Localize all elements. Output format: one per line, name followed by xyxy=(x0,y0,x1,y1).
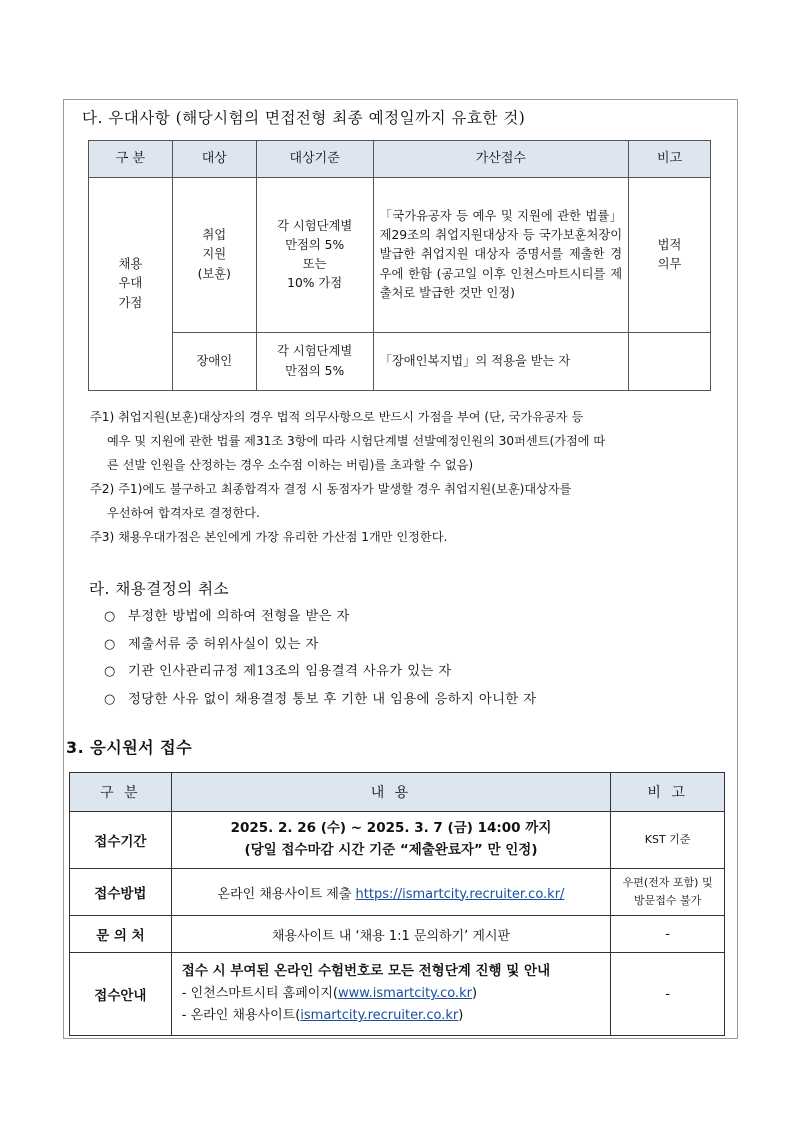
recruiter-site-link[interactable]: https://ismartcity.recruiter.co.kr/ xyxy=(355,886,565,902)
row-label: 문 의 처 xyxy=(70,916,172,953)
method-cell xyxy=(171,869,610,916)
list-item-text: 기관 인사관리규정 제13조의 임용결격 사유가 있는 자 xyxy=(128,664,452,679)
list-item xyxy=(104,686,537,714)
guide-note: - xyxy=(611,953,725,1036)
note-1 xyxy=(90,405,730,477)
header-content: 내 용 xyxy=(171,773,610,812)
list-item-text: 정당한 사유 없이 채용결정 통보 후 기한 내 임용에 응하지 아니한 자 xyxy=(128,691,537,707)
application-table xyxy=(69,772,725,1036)
guide-item-text: ) xyxy=(458,1008,464,1024)
list-item-text: 제출서류 중 허위사실이 있는 자 xyxy=(128,636,319,652)
header-target: 대상 xyxy=(172,141,256,178)
note-2-line: 주2) 주1)에도 불구하고 최종합격자 결정 시 동점자가 발생할 경우 취업지원(보훈)대상자를 xyxy=(90,482,572,496)
period-condition: (당일 접수마감 시간 기준 “제출완료자” 만 인정) xyxy=(244,842,538,858)
criteria-cell: 각 시험단계별 만점의 5% xyxy=(256,333,373,391)
contact-note: - xyxy=(611,916,725,953)
points-cell: 「장애인복지법」의 적용을 받는 자 xyxy=(373,333,629,391)
note-2 xyxy=(90,477,730,525)
points-cell: 「국가유공자 등 예우 및 지원에 관한 법률」 제29조의 취업지원대상자 등 국가보훈처장이 발급한 취업지원 대상자 증명서를 제출한 경우에 한함 (공고일 이후 인천스마트시티를 제출처로 발급한 것만 인정) xyxy=(373,178,629,333)
table-row xyxy=(70,916,725,953)
section-ra-title: 라. 채용결정의 취소 xyxy=(89,580,230,598)
application-table-header xyxy=(70,773,725,812)
header-points: 가산점수 xyxy=(373,141,629,178)
table-row xyxy=(70,953,725,1036)
method-note-line: 우편(전자 포함) 및 xyxy=(622,876,713,890)
table-row xyxy=(70,869,725,916)
section-3-title: 3. 응시원서 접수 xyxy=(66,738,193,757)
recruiter-link[interactable]: ismartcity.recruiter.co.kr xyxy=(300,1008,459,1024)
period-dates: 2025. 2. 26 (수) ~ 2025. 3. 7 (금) 14:00 까지 xyxy=(230,820,552,837)
list-item xyxy=(104,658,537,686)
note-cell: 법적 의무 xyxy=(629,178,711,333)
method-text: 온라인 채용사이트 제출 xyxy=(217,886,356,902)
list-item-text: 부정한 방법에 의하여 전형을 받은 자 xyxy=(128,609,350,624)
header-category: 구 분 xyxy=(89,141,173,178)
bullet-icon: ○ xyxy=(104,609,116,624)
note-2-line: 우선하여 합격자로 결정한다. xyxy=(107,506,260,520)
table-row xyxy=(89,178,711,333)
note-1-line: 예우 및 지원에 관한 법률 제31조 3항에 따라 시험단계별 선발예정인원의 30퍼센트(가점에 따 xyxy=(107,434,606,448)
table-row xyxy=(89,333,711,391)
list-item xyxy=(104,631,537,659)
table-row xyxy=(70,812,725,869)
period-cell xyxy=(171,812,610,869)
method-note-line: 방문접수 불가 xyxy=(633,894,702,907)
preference-table-header xyxy=(89,141,711,178)
notes xyxy=(90,405,730,549)
header-criteria: 대상기준 xyxy=(256,141,373,178)
section-da-title: 다. 우대사항 (해당시험의 면접전형 최종 예정일까지 유효한 것) xyxy=(82,109,526,127)
preference-table xyxy=(88,140,711,391)
row-label: 접수기간 xyxy=(70,812,172,869)
method-note xyxy=(611,869,725,916)
guide-item-text: - 인천스마트시티 홈페이지( xyxy=(181,986,338,1002)
note-1-line: 른 선발 인원을 산정하는 경우 소수점 이하는 버림)를 초과할 수 없음) xyxy=(107,458,474,472)
bullet-icon: ○ xyxy=(104,664,116,679)
guide-item xyxy=(182,983,600,1005)
guide-cell xyxy=(171,953,610,1036)
note-cell xyxy=(629,333,711,391)
note-3-line: 주3) 채용우대가점은 본인에게 가장 유리한 가산점 1개만 인정한다. xyxy=(90,530,448,544)
homepage-link[interactable]: www.ismartcity.co.kr xyxy=(337,986,472,1002)
cancellation-list xyxy=(104,603,537,713)
guide-item xyxy=(182,1005,600,1027)
guide-item-text: - 온라인 채용사이트( xyxy=(181,1008,301,1024)
list-item xyxy=(104,603,537,631)
note-3 xyxy=(90,525,730,549)
row-label: 접수안내 xyxy=(70,953,172,1036)
header-remarks: 비 고 xyxy=(611,773,725,812)
criteria-cell: 각 시험단계별 만점의 5% 또는 10% 가점 xyxy=(256,178,373,333)
bullet-icon: ○ xyxy=(104,636,116,652)
note-1-line: 주1) 취업지원(보훈)대상자의 경우 법적 의무사항으로 반드시 가점을 부여 (단, 국가유공자 등 xyxy=(90,410,584,424)
target-cell: 장애인 xyxy=(172,333,256,391)
guide-headline: 접수 시 부여된 온라인 수험번호로 모든 전형단계 진행 및 안내 xyxy=(181,963,551,980)
contact-cell: 채용사이트 내 ‘채용 1:1 문의하기’ 게시판 xyxy=(171,916,610,953)
bullet-icon: ○ xyxy=(104,691,116,707)
row-label: 접수방법 xyxy=(70,869,172,916)
guide-item-text: ) xyxy=(471,986,478,1002)
header-category: 구 분 xyxy=(70,773,172,812)
header-note: 비고 xyxy=(629,141,711,178)
target-cell: 취업 지원 (보훈) xyxy=(172,178,256,333)
period-note: KST 기준 xyxy=(611,812,725,869)
group-cell: 채용 우대 가점 xyxy=(89,178,173,391)
